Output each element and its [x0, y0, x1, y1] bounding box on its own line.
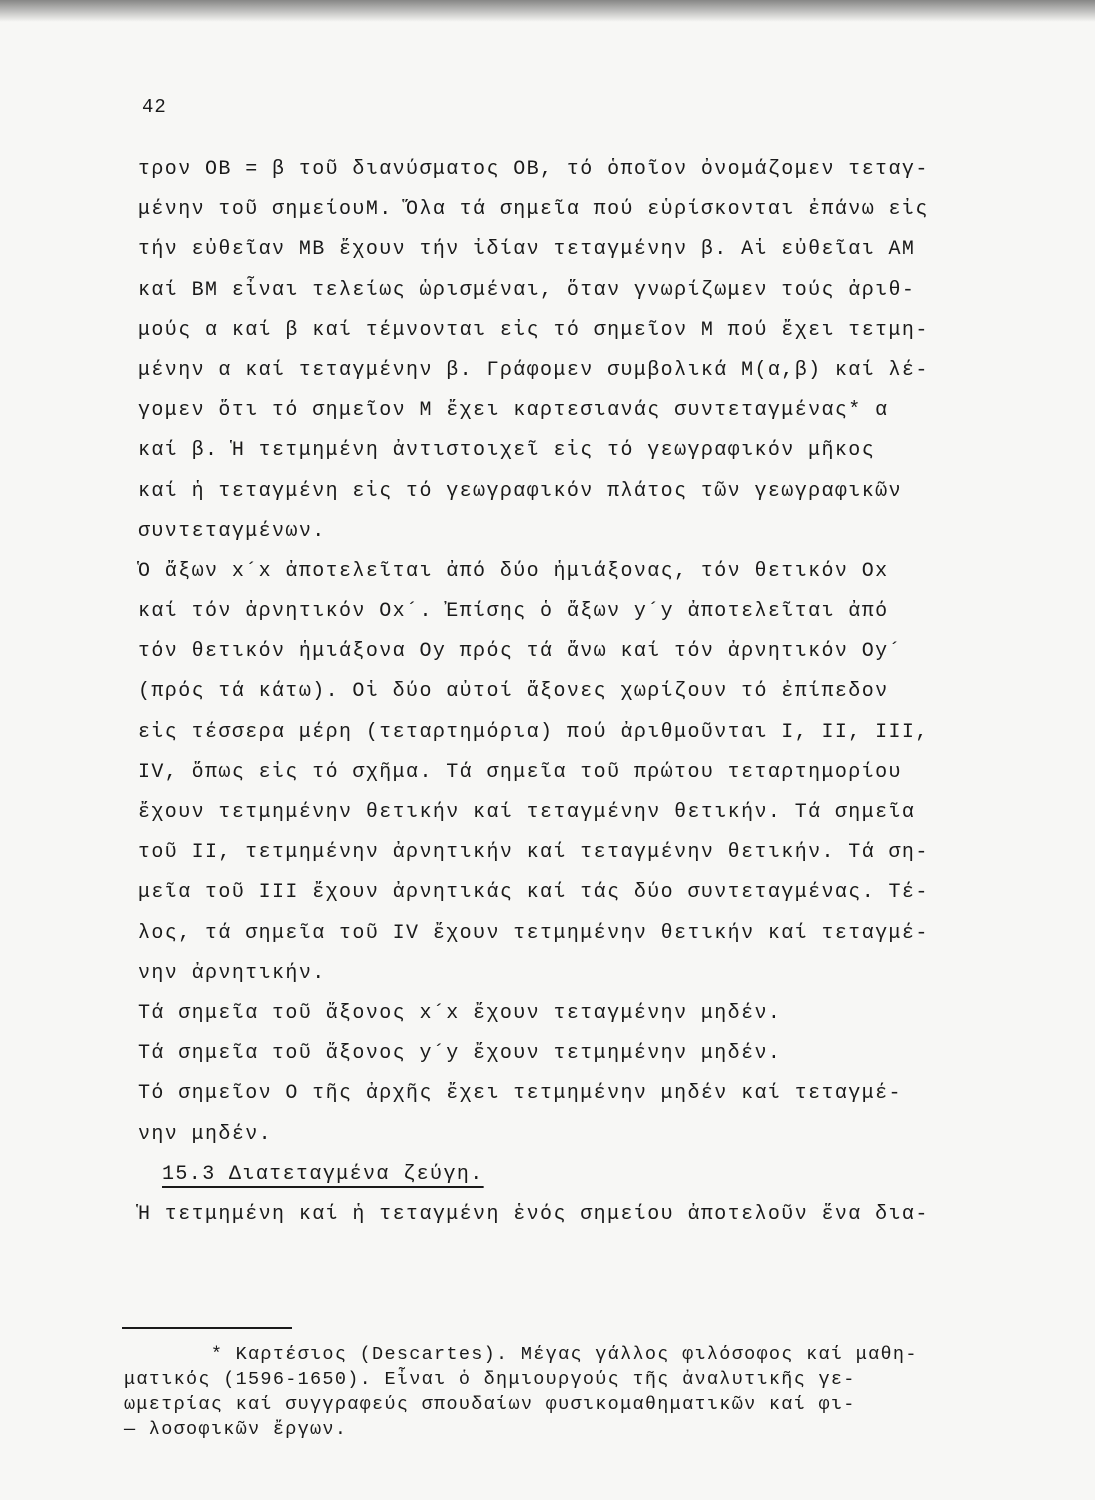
- text-line: τοῦ II, τετμημένην ἀρνητικήν καί τεταγμένην θετικήν. Τά ση-: [138, 841, 929, 865]
- text-line: καί ΒΜ εἶναι τελείως ὡρισμέναι, ὅταν γνωρίζωμεν τούς ἀριθ-: [138, 278, 916, 302]
- section-heading: 15.3 Διατεταγμένα ζεύγη.: [162, 1162, 484, 1186]
- footnote-line: * Καρτέσιος (Descartes). Μέγας γάλλος φιλόσοφος καί μαθη-: [124, 1344, 918, 1365]
- footnote-line: ωμετρίας καί συγγραφεύς σπουδαίων φυσικομαθηματικῶν καί φι-: [124, 1394, 856, 1415]
- text-line: τρον OB = β τοῦ διανύσματος OB, τό ὁποῖον ὀνομάζομεν τεταγ-: [138, 158, 929, 181]
- text-line: (πρός τά κάτω). Οἱ δύο αὐτοί ἄξονες χωρίζουν τό ἐπίπεδον: [138, 680, 889, 704]
- text-line: καί ἡ τεταγμένη εἰς τό γεωγραφικόν πλάτος τῶν γεωγραφικῶν: [138, 479, 902, 503]
- text-line: Τά σημεῖα τοῦ ἄξονος x´x ἔχουν τεταγμένην μηδέν.: [138, 1001, 782, 1025]
- main-text: [138, 150, 968, 1235]
- text-line: IV, ὅπως εἰς τό σχῆμα. Τά σημεῖα τοῦ πρώτου τεταρτημορίου: [138, 760, 902, 784]
- text-line: νην μηδέν.: [138, 1122, 273, 1146]
- section-heading-line: [138, 1155, 968, 1195]
- footnote: [124, 1342, 1004, 1442]
- scan-top-edge: [0, 0, 1095, 22]
- text-line: τήν εὐθεῖαν ΜΒ ἔχουν τήν ἰδίαν τεταγμένην β. Αἱ εὐθεῖαι ΑΜ: [138, 238, 916, 262]
- text-line: μένην α καί τεταγμένην β. Γράφομεν συμβολικά Μ(α,β) καί λέ-: [138, 358, 929, 382]
- text-line: μεῖα τοῦ III ἔχουν ἀρνητικάς καί τάς δύο συντεταγμένας. Τέ-: [138, 881, 929, 905]
- text-line: Τό σημεῖον O τῆς ἀρχῆς ἔχει τετμημένην μηδέν καί τεταγμέ-: [138, 1082, 902, 1106]
- text-line: μένην τοῦ σημείουΜ. Ὅλα τά σημεῖα πού εὑρίσκονται ἐπάνω εἰς: [138, 198, 929, 222]
- footnote-line: — λοσοφικῶν ἔργων.: [124, 1419, 348, 1440]
- page-number: 42: [142, 96, 167, 118]
- text-line: τόν θετικόν ἡμιάξονα Oy πρός τά ἄνω καί τόν ἀρνητικόν Oy´: [138, 640, 902, 664]
- text-line: Τά σημεῖα τοῦ ἄξονος y´y ἔχουν τετμημένην μηδέν.: [138, 1042, 782, 1066]
- footnote-line: ματικός (1596-1650). Εἶναι ὁ δημιουργούς τῆς ἀναλυτικῆς γε-: [124, 1369, 856, 1390]
- text-line: Ὁ ἄξων x´x ἀποτελεῖται ἀπό δύο ἡμιάξονας, τόν θετικόν Ox: [138, 559, 889, 583]
- text-line: καί τόν ἀρνητικόν Ox´. Ἐπίσης ὁ ἄξων y´y ἀποτελεῖται ἀπό: [138, 600, 889, 624]
- text-line: καί β. Ἡ τετμημένη ἀντιστοιχεῖ εἰς τό γεωγραφικόν μῆκος: [138, 439, 876, 463]
- text-line: μούς α καί β καί τέμνονται εἰς τό σημεῖον Μ πού ἔχει τετμη-: [138, 318, 929, 342]
- footnote-divider: [122, 1327, 292, 1329]
- text-line: λος, τά σημεῖα τοῦ IV ἔχουν τετμημένην θετικήν καί τεταγμέ-: [138, 921, 929, 945]
- text-line: ἔχουν τετμημένην θετικήν καί τεταγμένην θετικήν. Τά σημεῖα: [138, 801, 916, 824]
- text-line: εἰς τέσσερα μέρη (τεταρτημόρια) πού ἀριθμοῦνται I, II, III,: [138, 720, 929, 744]
- text-line: νην ἀρνητικήν.: [138, 961, 326, 985]
- text-line: γομεν ὅτι τό σημεῖον Μ ἔχει καρτεσιανάς συντεταγμένας* α: [138, 399, 889, 423]
- text-line: Ἡ τετμημένη καί ἡ τεταγμένη ἑνός σημείου ἀποτελοῦν ἕνα δια-: [138, 1202, 929, 1226]
- text-line: συντεταγμένων.: [138, 519, 326, 543]
